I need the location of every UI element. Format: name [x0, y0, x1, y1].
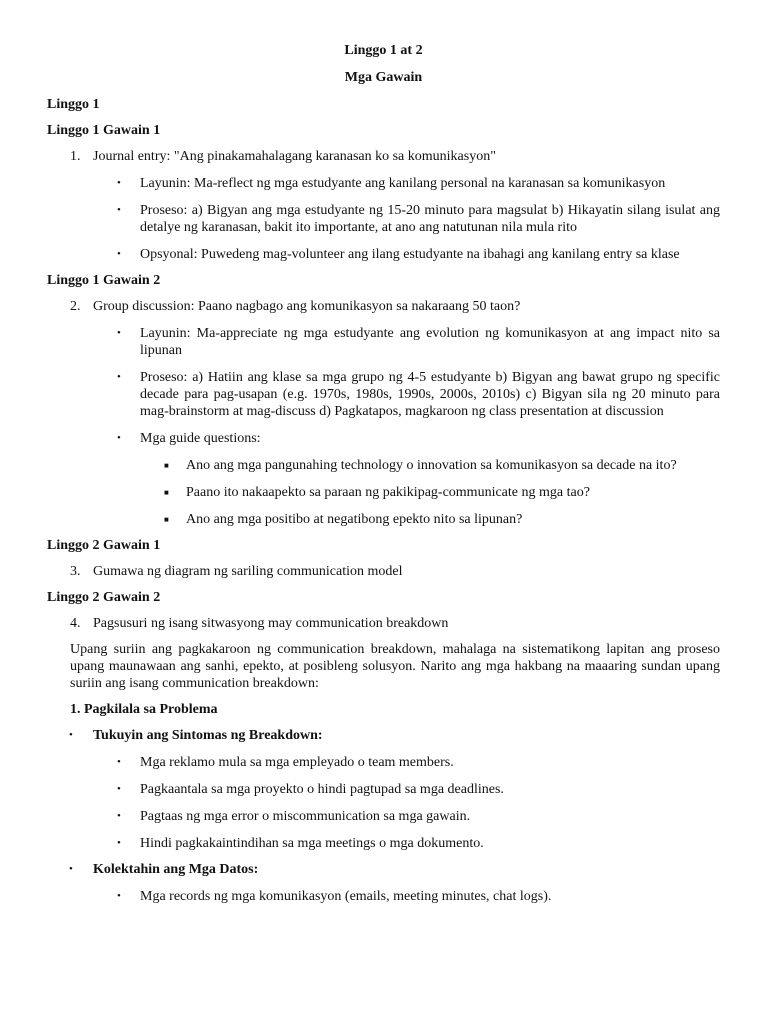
sub-list-item [47, 457, 720, 474]
list-item-text: Gumawa ng diagram ng sariling communication model [93, 564, 403, 579]
list-number: 1. [70, 149, 81, 164]
list-item-text: Proseso: a) Bigyan ang mga estudyante ng 15-20 minuto para magsulat b) Hikayatin silang isulat ang detalye ng karanasan, bakit ito importante, at ano ang natutunan nila mula rito [140, 203, 720, 235]
bullet-icon: • [117, 783, 121, 795]
list-item [47, 781, 720, 798]
w2g1-numbered-item [47, 563, 720, 580]
list-item-text: Opsyonal: Puwedeng mag-volunteer ang ilang estudyante na ibahagi ang kanilang entry sa klase [140, 247, 680, 262]
sub-list-item [47, 484, 720, 501]
list-item-text: Ano ang mga positibo at negatibong epekto nito sa lipunan? [186, 512, 523, 527]
w1g2-heading: Linggo 1 Gawain 2 [47, 273, 161, 288]
bullet-icon: • [117, 327, 121, 339]
list-item [47, 246, 720, 263]
w2g2-numbered-item [47, 615, 720, 632]
step1-heading: 1. Pagkilala sa Problema [70, 702, 218, 717]
dot-bullet-icon: • [69, 729, 73, 741]
list-item-text: Ano ang mga pangunahing technology o innovation sa komunikasyon sa decade na ito? [186, 458, 677, 473]
list-item-text: Proseso: a) Hatiin ang klase sa mga grupo ng 4-5 estudyante b) Bigyan ang bawat grupo ng specific decade para pag-usapan (e.g. 1970s, 1980s, 1990s, 2000s, 2010s) c) Bigyan sila ng 20 minuto para mag-brainstorm at mag-discuss d) Pagkatapos, magkaroon ng class presentation at discussion [140, 370, 720, 419]
bullet-icon: • [117, 837, 121, 849]
square-bullet-icon: ■ [164, 515, 169, 524]
list-item-text: Pagkaantala sa mga proyekto o hindi pagtupad sa mga deadlines. [140, 782, 504, 797]
w1g2-numbered-item [47, 298, 720, 315]
document-title: Linggo 1 at 2 [344, 43, 423, 58]
bullet-icon: • [117, 371, 121, 383]
list-item [47, 202, 720, 236]
list-item-text: Paano ito nakaapekto sa paraan ng pakikipag-communicate ng mga tao? [186, 485, 590, 500]
w2g2-heading: Linggo 2 Gawain 2 [47, 590, 161, 605]
list-number: 3. [70, 564, 81, 579]
list-item [47, 754, 720, 771]
bullet-icon: • [117, 890, 121, 902]
list-item-text: Group discussion: Paano nagbago ang komunikasyon sa nakaraang 50 taon? [93, 299, 521, 314]
document-body [47, 42, 720, 905]
list-item-text: Mga records ng mga komunikasyon (emails, meeting minutes, chat logs). [140, 889, 552, 904]
document-subtitle: Mga Gawain [344, 70, 423, 85]
list-item-text: Pagtaas ng mga error o miscommunication sa mga gawain. [140, 809, 471, 824]
list-item [47, 808, 720, 825]
square-bullet-icon: ■ [164, 488, 169, 497]
bullet-icon: • [117, 756, 121, 768]
square-bullet-icon: ■ [164, 461, 169, 470]
dot-bullet-icon: • [69, 863, 73, 875]
bullet-icon: • [117, 810, 121, 822]
list-item-text: Layunin: Ma-reflect ng mga estudyante ang kanilang personal na karanasan sa komunikasyon [140, 176, 666, 191]
list-item-label: Tukuyin ang Sintomas ng Breakdown: [93, 728, 323, 743]
list-item-text: Pagsusuri ng isang sitwasyong may communication breakdown [93, 616, 449, 631]
sub-list-item [47, 511, 720, 528]
sintomas-item [47, 727, 720, 744]
week1-heading: Linggo 1 [47, 97, 100, 112]
w2g1-heading: Linggo 2 Gawain 1 [47, 538, 161, 553]
list-item [47, 430, 720, 447]
list-item [47, 175, 720, 192]
list-item-text: Hindi pagkakaintindihan sa mga meetings o mga dokumento. [140, 836, 484, 851]
list-item [47, 888, 720, 905]
bullet-icon: • [117, 432, 121, 444]
list-item-text: Mga reklamo mula sa mga empleyado o team members. [140, 755, 454, 770]
list-item [47, 835, 720, 852]
list-item-text: Journal entry: "Ang pinakamahalagang karanasan ko sa komunikasyon" [93, 149, 496, 164]
bullet-icon: • [117, 204, 121, 216]
w1g1-numbered-item [47, 148, 720, 165]
list-item-text: Mga guide questions: [140, 431, 261, 446]
list-item-label: Kolektahin ang Mga Datos: [93, 862, 259, 877]
bullet-icon: • [117, 248, 121, 260]
list-item [47, 325, 720, 359]
list-item-text: Layunin: Ma-appreciate ng mga estudyante ang evolution ng komunikasyon at ang impact nito sa lipunan [140, 326, 720, 358]
bullet-icon: • [117, 177, 121, 189]
intro-paragraph: Upang suriin ang pagkakaroon ng communication breakdown, mahalaga na sistematikong lapitan ang proseso upang maunawaan ang sanhi, epekto, at posibleng solusyon. Narito ang mga hakbang na maaaring sundan upang suriin ang isang communication breakdown: [70, 642, 720, 691]
w1g1-heading: Linggo 1 Gawain 1 [47, 123, 161, 138]
list-item [47, 369, 720, 420]
list-number: 2. [70, 299, 81, 314]
datos-item [47, 861, 720, 878]
list-number: 4. [70, 616, 81, 631]
